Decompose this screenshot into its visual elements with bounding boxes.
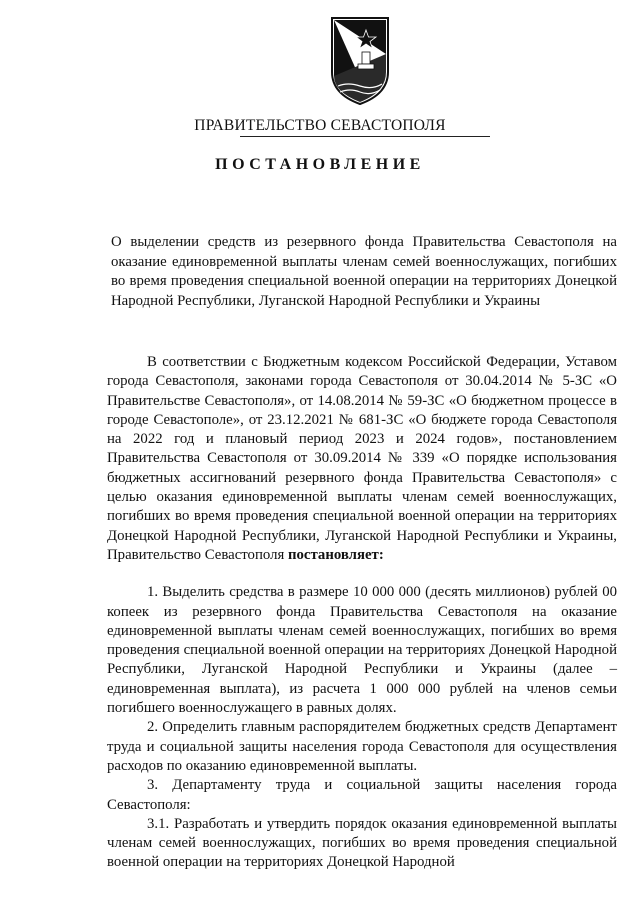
sevastopol-coat-of-arms-icon [328, 14, 392, 106]
resolution-body [107, 353, 617, 873]
item-1-paragraph: 1. Выделить средства в размере 10 000 000 (десять миллионов) рублей 00 копеек из резервного фонда Правительства Севастополя на оказание единовременной выплаты членам семей военнослужащих, погибших во время проведения специальной военной операции на территориях Донецкой Народной Республики, Луганской Народной Республики и Украины (далее – единовременная выплата), из расчета 1 000 000 рублей на членов семьи погибшего военнослужащего в равных долях. [107, 584, 617, 717]
item-2-paragraph: 2. Определить главным распорядителем бюджетных средств Департамент труда и социальной защиты населения города Севастополя для осуществления расходов по оказанию единовременной выплаты. [107, 719, 617, 774]
header-divider [240, 136, 490, 137]
document-type-title: ПОСТАНОВЛЕНИЕ [215, 156, 425, 173]
decree-word: постановляет: [287, 546, 384, 563]
item-3-1-paragraph: 3.1. Разработать и утвердить порядок оказания единовременной выплаты членам семей военнослужащих, погибших во время проведения специальной военной операции на территориях Донецкой Народной [107, 815, 617, 871]
preamble-text: В соответствии с Бюджетным кодексом Российской Федерации, Уставом города Севастополя, законами города Севастополя от 30.04.2014 № 5-ЗС «О Правительстве Севастополя», от 14.08.2014 № 59-ЗС «О бюджетном процессе в городе Севастополе», от 23.12.2021 № 681-ЗС «О бюджете города Севастополя на 2022 год и плановый период 2023 и 2024 годов», постановлением Правительства Севастополя от 30.09.2014 № 339 «О порядке использования бюджетных ассигнований резервного фонда Правительства Севастополя» с целью оказания единовременной выплаты членам семей военнослужащих, погибших во время проведения специальной военной операции на территориях Донецкой Народной Республики, Луганской Народной Республики и Украины, Правительство Севастополя [107, 354, 617, 563]
item-3-paragraph: 3. Департаменту труда и социальной защиты населения города Севастополя: [107, 777, 617, 813]
government-name: ПРАВИТЕЛЬСТВО СЕВАСТОПОЛЯ [194, 117, 446, 134]
preamble-paragraph [107, 353, 617, 565]
resolution-subject: О выделении средств из резервного фонда Правительства Севастополя на оказание единовременной выплаты членам семей военнослужащих, погибших во время проведения специальной военной операции на территориях Донецкой Народной Республики, Луганской Народной Республики и Украины [111, 234, 617, 309]
